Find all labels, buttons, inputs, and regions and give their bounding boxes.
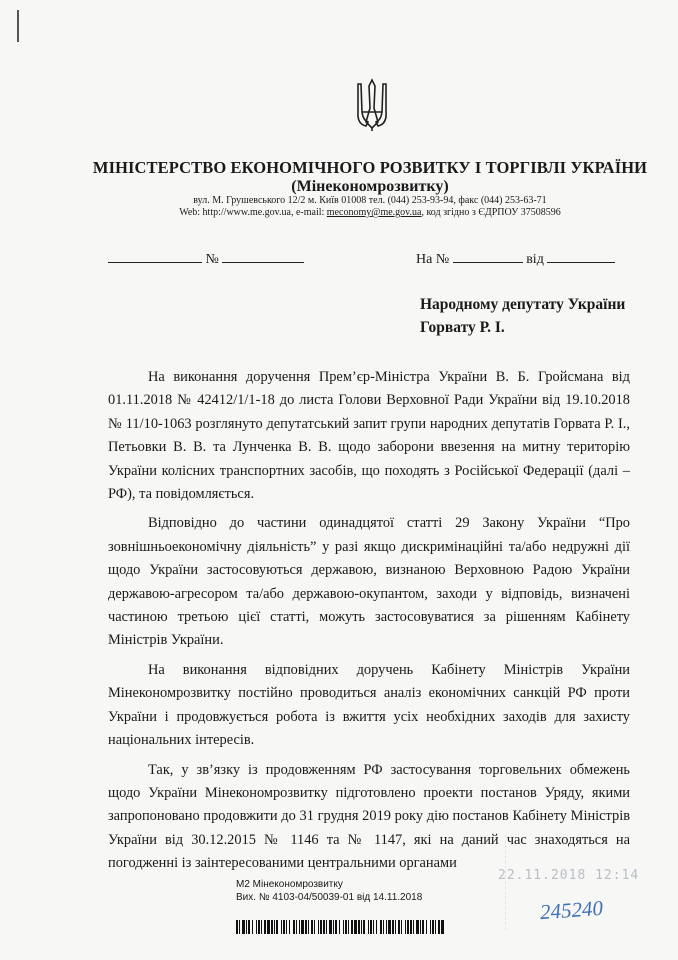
email-link[interactable]: meconomy@me.gov.ua [326,207,422,218]
ministry-short-name: (Мінекономрозвитку) [291,178,449,195]
reply-number-blank [453,250,523,263]
date-blank [108,250,202,263]
addressee-name: Горвату Р. І. [420,319,505,336]
paragraph-1: На виконання доручення Прем’єр-Міністра України В. Б. Гройсмана від 01.11.2018 № 42412/1/1-18 до листа Голови Верховної Ради України від 19.10.2018 № 11/10-1063 розглянуто депутатський запит групи народних депутатів Горвата Р. І., Петьовки В. В. та Лунченка В. В. щодо заборони ввезення на митну територію України колісних транспортних засобів, що походять з Російської Федерації (далі – РФ), та повідомляється. [108,369,630,503]
reply-label: На № [416,252,450,267]
outgoing-reference [108,250,304,268]
barcode [236,920,444,934]
incoming-number-handwritten: 245240 [539,895,604,925]
from-label: від [526,252,544,267]
addressee-title: Народному депутату України [420,296,626,313]
letter-body [108,366,630,882]
outgoing-registration [236,878,422,904]
footer-org: М2 Мінекономрозвитку [236,879,343,890]
edrpou-text: , код згідно з ЄДРПОУ 37508596 [421,207,561,218]
trident-emblem-icon [354,78,390,132]
footer-reg-number: Вих. № 4103-04/50039-01 від 14.11.2018 [236,892,423,903]
paragraph-4: Так, у зв’язку із продовженням РФ застосування торговельних обмежень щодо України Мінекономрозвитку підготовлено проекти постанов Уряду, якими запропоновано продовжити до 31 грудня 2019 року дію постанов Кабінету Міністрів України від 30.12.2015 № 1146 та № 1147, які на даний час знаходяться на погодженні із заінтересованими центральними органами [108,761,630,872]
reply-reference [416,250,615,268]
contact-line [0,207,678,218]
address-line: вул. М. Грушевського 12/2 м. Київ 01008 тел. (044) 253-93-94, факс (044) 253-63-71 [193,195,547,206]
paragraph-2: Відповідно до частини одинадцятої статті 29 Закону України “Про зовнішньоекономічну діяльність” у разі якщо дискримінаційні та/або недружні дії щодо України застосовуються державою, визнаною Верховною Радою України державою-агресором та/або державою-окупантом, заходи у відповідь, визначені частиною третьою цієї статті, можуть застосовуватися за рішенням Кабінету Міністрів України. [108,515,630,649]
paragraph-3: На виконання відповідних доручень Кабінету Міністрів України Мінекономрозвитку постійно проводиться аналіз економічних санкцій РФ проти України і продовжується робота із вжиття усіх необхідних заходів для захисту національних інтересів. [108,661,630,749]
reply-date-blank [547,250,615,263]
number-sign: № [205,252,219,267]
received-date-stamp: 22.11.2018 12:14 [498,868,640,883]
ministry-name: МІНІСТЕРСТВО ЕКОНОМІЧНОГО РОЗВИТКУ І ТОРГІВЛІ УКРАЇНИ [92,158,648,177]
web-text: Web: http://www.me.gov.ua, e-mail: [179,207,327,218]
number-blank [222,250,304,263]
margin-mark [17,10,19,42]
addressee [420,293,625,339]
